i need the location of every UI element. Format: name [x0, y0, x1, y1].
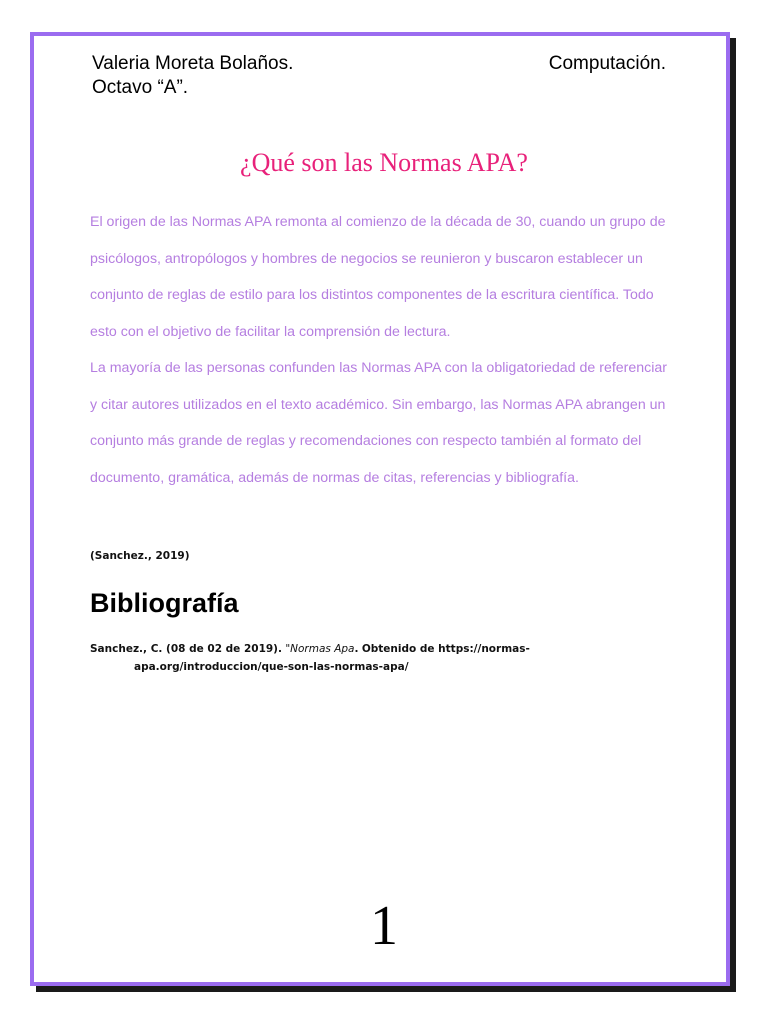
header-left [92, 52, 293, 100]
body-text [90, 204, 674, 496]
bib-author: Sanchez., C. (08 de 02 de 2019). [90, 643, 282, 655]
paragraph-2: La mayoría de las personas confunden las Normas APA con la obligatoriedad de referenciar y citar autores utilizados en el texto académico. Sin embargo, las Normas APA abrangen un conjunto más grande de reglas y recomendaciones con respecto también al formato del documento, gramática, además de normas de citas, referencias y bibliografía. [90, 360, 668, 486]
author-name: Valeria Moreta Bolaños. [92, 53, 294, 74]
subject-label: Computación. [548, 53, 666, 74]
paragraph-1: El origen de las Normas APA remonta al comienzo de la década de 30, cuando un grupo de psicólogos, antropólogos y hombres de negocios se reunieron y buscaron establecer un conjunto de reglas de estilo para los distintos componentes de la escritura científica. Todo esto con el objetivo de facilitar la comprensión de lectura. [90, 214, 666, 340]
document-title: ¿Qué son las Normas APA? [240, 148, 528, 177]
bib-work-title: "Normas Apa [285, 643, 355, 655]
grade-label: Octavo “A”. [92, 77, 189, 98]
bibliography-heading: Bibliografía [90, 588, 239, 618]
bib-retrieved-from: Obtenido de https://normas-apa.org/introduccion/que-son-las-normas-apa/ [134, 643, 530, 673]
bib-period: . [354, 643, 359, 655]
bibliography-entry [90, 640, 680, 676]
document-page [30, 32, 730, 986]
in-text-citation: (Sanchez., 2019) [90, 550, 190, 562]
page-number: 1 [370, 895, 398, 957]
